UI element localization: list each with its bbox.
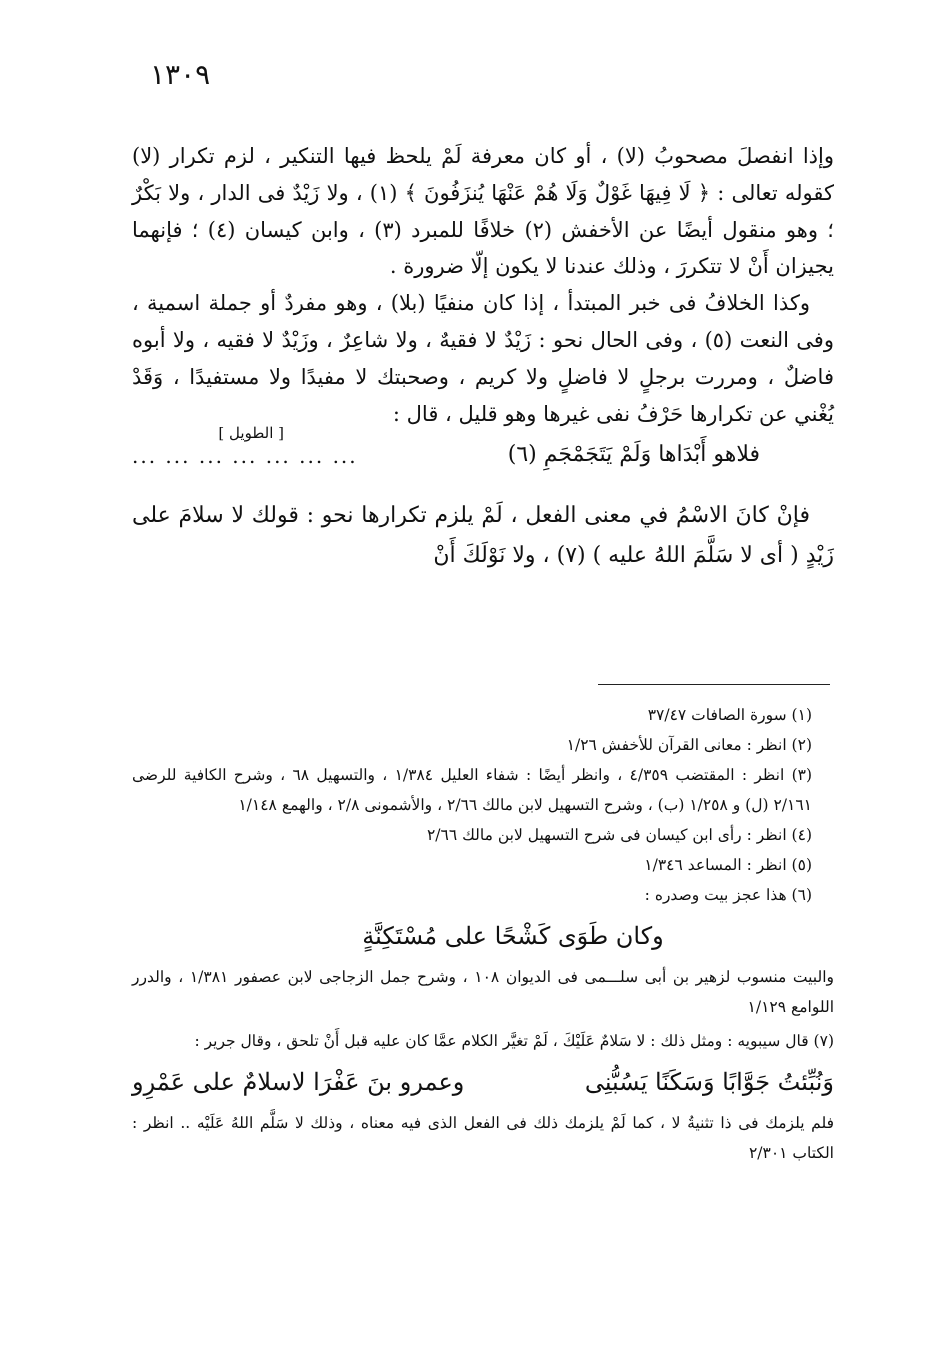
footnote-7-tail: فلم يلزمك فى ذا تثنيةُ لا ، كما لَمْ يلزمك ذلك فى الفعل الذى فيه معناه ، وذلك لا سَلَّم اللهُ عَلَيْه .. انظر : الكتاب ٢/٣٠١ <box>132 1114 834 1162</box>
footnote-2: (٢) انظر : معانى القرآن للأخفش ١/٢٦ <box>566 736 812 754</box>
footnote-divider <box>598 684 830 685</box>
footnote-4: (٤) انظر : رأى ابن كيسان فى شرح التسهيل لابن مالك ٢/٦٦ <box>426 826 812 844</box>
main-text <box>132 138 834 576</box>
meter-label: [ الطويل ] <box>218 424 284 443</box>
footnote-7-verse <box>132 1060 834 1104</box>
paragraph-3: فإنْ كانَ الاسْمُ في معنى الفعل ، لَمْ يلزم تكرارها نحو : قولك لا سلامَ على زَيْدٍ ( أى لا سَلَّمَ اللهُ عليه ) (٧) ، ولا نَوْلَكَ أَنْ <box>132 503 834 569</box>
page-number: ١٣٠٩ <box>150 58 211 91</box>
footnote-6-source: والبيت منسوب لزهير بن أبى سلـــمى فى الديوان ١٠٨ ، وشرح جمل الزجاجى لابن عصفور ١/٣٨١ ، والدرر اللوامع ١/١٢٩ <box>132 968 834 1016</box>
footnote-5: (٥) انظر : المساعد ١/٣٤٦ <box>644 856 812 874</box>
footnote-7: (٧) قال سيبويه : ومثل ذلك : لا سَلامٌ عَلَيْكَ ، لَمْ تغيَّر الكلام عمَّا كان عليه قبل أَنْ تلحق ، وقال جرير : <box>194 1032 834 1050</box>
footnote-6-verse: وكان طَوَى كَشْحًا على مُسْتَكِنَّةٍ <box>362 922 664 950</box>
footnote-3: (٣) انظر : المقتضب ٤/٣٥٩ ، وانظر أيضًا : شفاء العليل ١/٣٨٤ ، والتسهيل ٦٨ ، وشرح الكافية للرضى ٢/١٦١ (ل) و ١/٢٥٨ (ب) ، وشرح التسهيل لابن مالك ٢/٦٦ ، والأشمونى ٢/٨ ، والهمع ١/١٤٨ <box>132 766 813 814</box>
verse-first-hemistich-dots: ... ... ... ... ... ... ... <box>132 444 358 469</box>
footnote-7-verse-left: وعمرو بنَ عَفْرَا لاسلامٌ على عَمْرِو <box>132 1068 465 1096</box>
footnote-6: (٦) هذا عجز بيت وصدره : <box>644 886 812 904</box>
paragraph-2: وكذا الخلافُ فى خبر المبتدأ ، إذا كان منفيًا (بلا) ، وهو مفردٌ أو جملة اسمية ، وفى النعت (٥) ، وفى الحال نحو : زَيْدٌ لا فقيهٌ ، ولا شاعِرٌ ، وزَيْدٌ لا فقيه ، ولا أبوه فاضلٌ ، ومررت برجلٍ لا فاضلٍ ولا كريم ، وصحبتك لا مفيدًا ولا مستفيدًا ، وَقَدْ يُغْني عن تكرارها حَرْفُ نفى غيرها وهو قليل ، قال : <box>132 291 834 426</box>
paragraph-1: وإذا انفصلَ مصحوبُ (لا) ، أو كان معرفة لَمْ يلحظ فيها التنكير ، لزم تكرار (لا) كقوله تعالى : ﴿ لَا فِيهَا غَوْلٌ وَلَا هُمْ عَنْهَا يُنزَفُونَ ﴾ (١) ، ولا زَيْدٌ فى الدار ، ولا بَكْرٌ ؛ وهو منقول أيضًا عن الأخفش (٢) خلافًا للمبرد (٣) ، وابن كيسان (٤) ؛ فإنهما يجيزان أَنْ لا تتكررَ ، وذلك عندنا لا يكون إلّا ضرورة . <box>132 144 834 279</box>
footnote-1: (١) سورة الصافات ٣٧/٤٧ <box>647 706 812 724</box>
verse-second-hemistich: فلاهو أَبْدَاها وَلَمْ يَتَجَمْجَمِ (٦) <box>507 442 760 468</box>
poetry-verse <box>132 424 834 490</box>
footnote-7-verse-right: وَنُبِّئتُ جَوَّابًا وَسَكَنًا يَسُبُّنِى <box>584 1068 834 1096</box>
footnotes <box>132 700 834 1168</box>
